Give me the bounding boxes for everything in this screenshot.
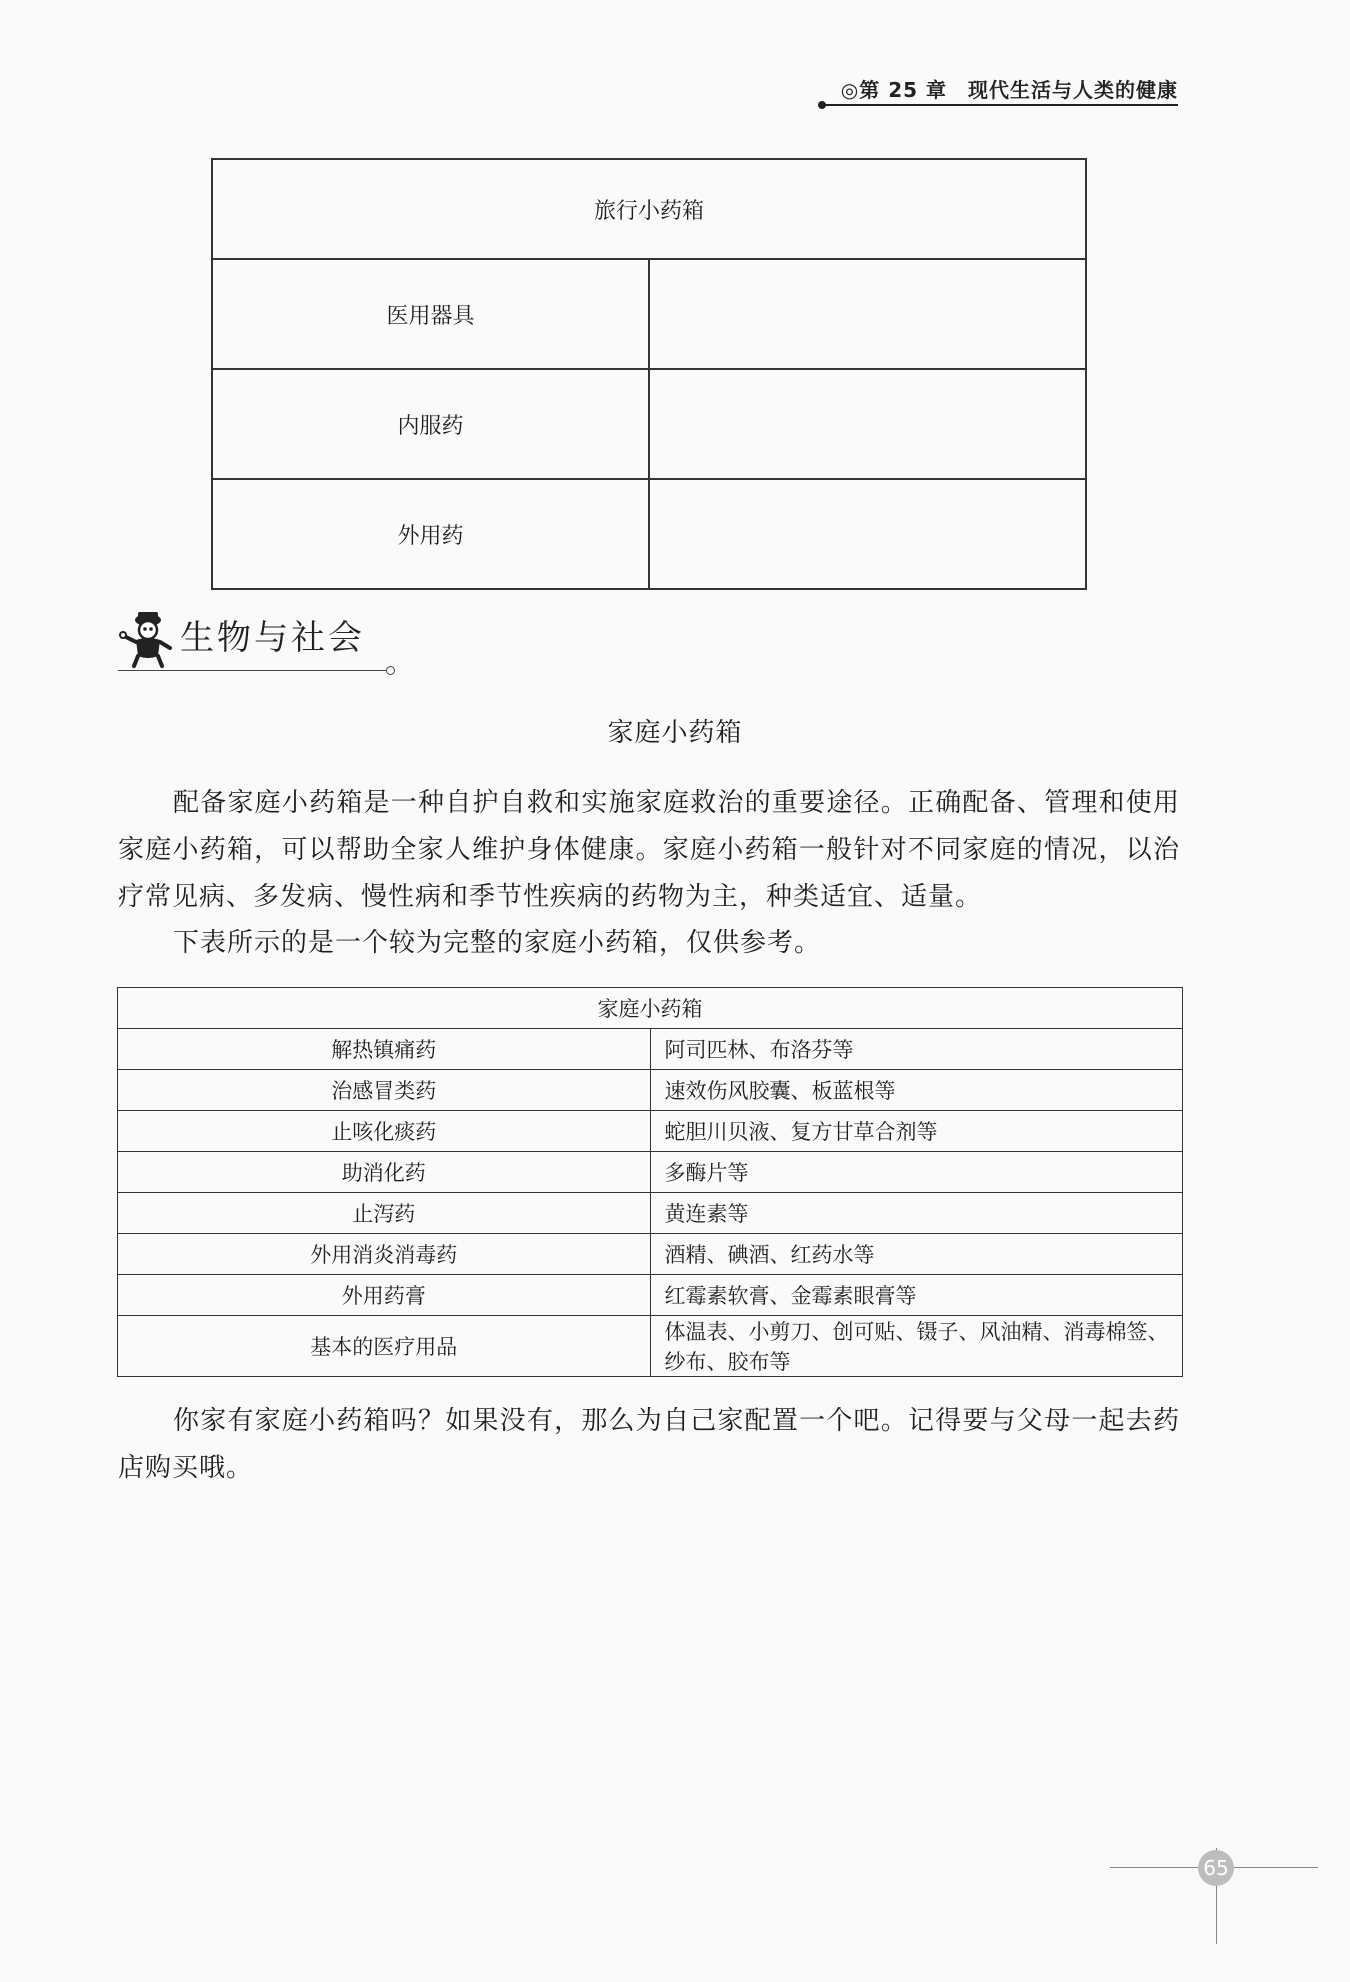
table-row — [118, 1111, 1183, 1152]
travel-kit-label: 外用药 — [212, 479, 649, 589]
running-header: ◎第 25 章 现代生活与人类的健康 — [840, 78, 1178, 102]
medicine-category: 止咳化痰药 — [118, 1111, 651, 1152]
table-row — [118, 1275, 1183, 1316]
medicine-items: 体温表、小剪刀、创可贴、镊子、风油精、消毒棉签、纱布、胶布等 — [650, 1316, 1183, 1377]
medicine-category: 基本的医疗用品 — [118, 1316, 651, 1377]
family-kit-table — [117, 987, 1183, 1377]
travel-kit-title: 旅行小药箱 — [212, 159, 1086, 259]
section-banner — [118, 606, 398, 676]
table-row — [118, 1029, 1183, 1070]
family-kit-heading: 家庭小药箱 — [607, 718, 743, 748]
medicine-items: 阿司匹林、布洛芬等 — [650, 1029, 1183, 1070]
table-row — [118, 1316, 1183, 1377]
table-row — [212, 369, 1086, 479]
travel-kit-label: 内服药 — [212, 369, 649, 479]
medicine-category: 外用消炎消毒药 — [118, 1234, 651, 1275]
medicine-items: 速效伤风胶囊、板蓝根等 — [650, 1070, 1183, 1111]
section-banner-title: 生物与社会 — [180, 618, 365, 658]
table-row — [118, 1152, 1183, 1193]
medicine-category: 解热镇痛药 — [118, 1029, 651, 1070]
table-row — [118, 1193, 1183, 1234]
medicine-items: 蛇胆川贝液、复方甘草合剂等 — [650, 1111, 1183, 1152]
table-row — [212, 479, 1086, 589]
header-rule-dot — [818, 101, 826, 109]
banner-underline — [118, 670, 386, 671]
page-number: 65 — [1198, 1850, 1234, 1886]
medicine-category: 助消化药 — [118, 1152, 651, 1193]
header-rule — [822, 104, 1178, 106]
cartoon-mascot-icon — [118, 606, 176, 668]
closing-paragraph: 你家有家庭小药箱吗？如果没有，那么为自己家配置一个吧。记得要与父母一起去药店购买哦。 — [118, 1406, 1180, 1483]
medicine-items: 多酶片等 — [650, 1152, 1183, 1193]
table-row — [212, 259, 1086, 369]
travel-kit-table — [211, 158, 1087, 590]
travel-kit-blank-cell[interactable] — [649, 259, 1086, 369]
medicine-category: 治感冒类药 — [118, 1070, 651, 1111]
travel-kit-label: 医用器具 — [212, 259, 649, 369]
medicine-items: 酒精、碘酒、红药水等 — [650, 1234, 1183, 1275]
banner-underline-end — [386, 666, 395, 675]
travel-kit-blank-cell[interactable] — [649, 369, 1086, 479]
medicine-items: 红霉素软膏、金霉素眼膏等 — [650, 1275, 1183, 1316]
intro-paragraph: 配备家庭小药箱是一种自护自救和实施家庭救治的重要途径。正确配备、管理和使用家庭小药箱，可以帮助全家人维护身体健康。家庭小药箱一般针对不同家庭的情况，以治疗常见病、多发病、慢性病和季节性疾病的药物为主，种类适宜、适量。 — [118, 788, 1180, 912]
medicine-category: 止泻药 — [118, 1193, 651, 1234]
family-kit-table-title: 家庭小药箱 — [118, 988, 1183, 1029]
table-intro-paragraph: 下表所示的是一个较为完整的家庭小药箱，仅供参考。 — [173, 928, 822, 958]
medicine-items: 黄连素等 — [650, 1193, 1183, 1234]
table-row — [118, 1234, 1183, 1275]
travel-kit-blank-cell[interactable] — [649, 479, 1086, 589]
table-row — [118, 1070, 1183, 1111]
medicine-category: 外用药膏 — [118, 1275, 651, 1316]
